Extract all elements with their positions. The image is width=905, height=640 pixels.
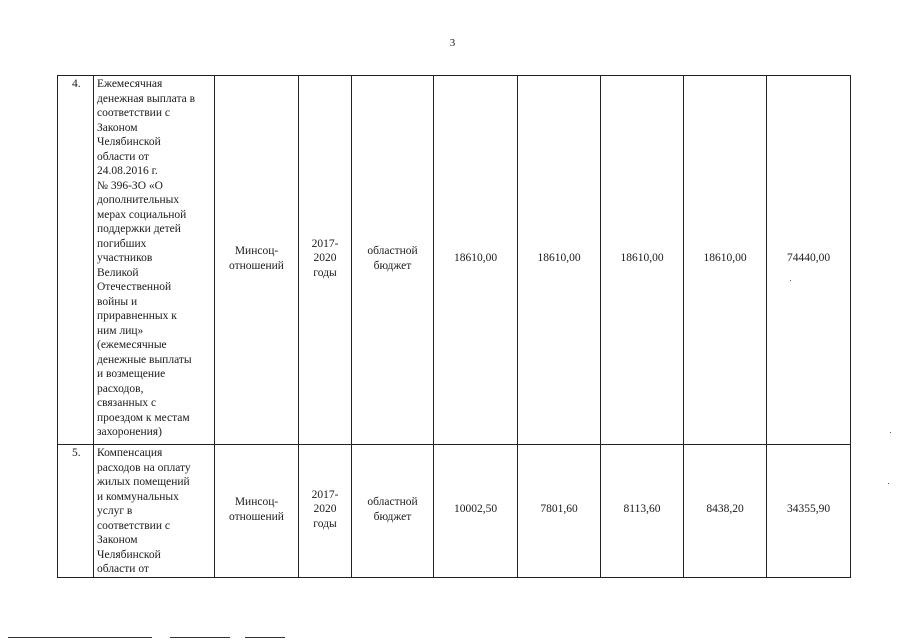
- value-2017: 10002,50: [434, 445, 518, 578]
- executor-cell: [215, 76, 299, 445]
- value-2020: 8438,20: [684, 445, 767, 578]
- value-total: 34355,90: [767, 445, 851, 578]
- source-cell: [352, 76, 434, 445]
- table-row: [58, 76, 851, 445]
- value-2020: 18610,00: [684, 76, 767, 445]
- executor-text: Минсоц- отношений: [229, 245, 284, 272]
- executor-cell: [215, 445, 299, 578]
- period-text: 2017- 2020 годы: [311, 488, 339, 530]
- table-row: [58, 445, 851, 578]
- budget-table: [57, 75, 851, 578]
- value-2018: 7801,60: [518, 445, 601, 578]
- period-cell: [299, 445, 352, 578]
- source-cell: [352, 445, 434, 578]
- value-total: 74440,00: [767, 76, 851, 445]
- scan-speck: [888, 483, 889, 484]
- scan-speck: [890, 432, 891, 433]
- value-2019: 18610,00: [601, 76, 684, 445]
- row-index: 5.: [58, 445, 94, 578]
- scan-artifact-line: [245, 637, 285, 638]
- row-description: [94, 76, 215, 445]
- row-index: 4.: [58, 76, 94, 445]
- source-text: областной бюджет: [367, 496, 418, 523]
- scan-speck: [790, 280, 791, 281]
- period-text: 2017- 2020 годы: [311, 237, 339, 279]
- value-2019: 8113,60: [601, 445, 684, 578]
- source-text: областной бюджет: [367, 245, 418, 272]
- description-text: Компенсация расходов на оплату жилых помещений и коммунальных услуг в соответствии с Законом Челябинской области от: [97, 447, 191, 575]
- period-cell: [299, 76, 352, 445]
- executor-text: Минсоц- отношений: [229, 496, 284, 523]
- scan-artifact-line: [8, 637, 152, 638]
- scan-artifact-line: [170, 637, 230, 638]
- value-2017: 18610,00: [434, 76, 518, 445]
- page-number: 3: [449, 37, 456, 49]
- description-text: Ежемесячная денежная выплата в соответствии с Законом Челябинской области от 24.08.2016 г. № 396-ЗО «О дополнительных мерах социальной поддержки детей погибших участников Великой Отечественной войны и приравненных к ним лиц» (ежемесячные денежные выплаты и возмещение расходов, связанных с проездом к местам захоронения): [97, 78, 196, 438]
- row-description: [94, 445, 215, 578]
- value-2018: 18610,00: [518, 76, 601, 445]
